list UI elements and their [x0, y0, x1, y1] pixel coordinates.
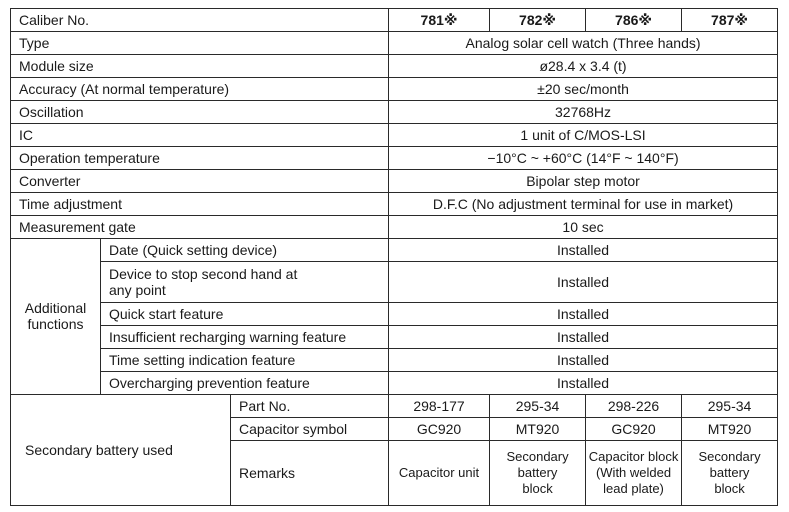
feature-label-line2: any point: [109, 282, 166, 299]
spec-row-type: [11, 31, 778, 54]
spec-row-accuracy: [11, 77, 778, 100]
spec-label: Operation temperature: [11, 146, 389, 169]
spec-row-converter: [11, 169, 778, 192]
secondary-battery-label: Secondary battery used: [11, 395, 231, 506]
remarks-line: Capacitor unit: [398, 465, 480, 481]
spec-value: Analog solar cell watch (Three hands): [389, 31, 778, 54]
remarks-782: [490, 441, 586, 506]
spec-row-ic: [11, 123, 778, 146]
spec-row-time-adjustment: [11, 192, 778, 215]
capacitor-symbol-786: GC920: [586, 418, 682, 441]
feature-value: Installed: [389, 261, 778, 303]
spec-label: IC: [11, 123, 389, 146]
caliber-787: 787※: [682, 9, 778, 32]
spec-label: Module size: [11, 54, 389, 77]
additional-row-second-hand-stop: [11, 261, 778, 303]
remarks-line: (With welded: [595, 465, 672, 481]
feature-label: Date (Quick setting device): [101, 238, 389, 261]
remarks-line: block: [714, 481, 745, 497]
spec-row-measurement-gate: [11, 215, 778, 238]
spec-label: Accuracy (At normal temperature): [11, 77, 389, 100]
caliber-786: 786※: [586, 9, 682, 32]
spec-value: 10 sec: [389, 215, 778, 238]
spec-value: ±20 sec/month: [389, 77, 778, 100]
spec-row-operation-temperature: [11, 146, 778, 169]
caliber-781: 781※: [389, 9, 490, 32]
spec-row-module-size: [11, 54, 778, 77]
feature-label: Insufficient recharging warning feature: [101, 326, 389, 349]
spec-value: −10°C ~ +60°C (14°F ~ 140°F): [389, 146, 778, 169]
battery-sub-label: Capacitor symbol: [231, 418, 389, 441]
battery-sub-label: Remarks: [231, 441, 389, 506]
part-no-786: 298-226: [586, 395, 682, 418]
part-no-782: 295-34: [490, 395, 586, 418]
caliber-header-row: [11, 9, 778, 32]
battery-sub-label: Part No.: [231, 395, 389, 418]
spec-label: Measurement gate: [11, 215, 389, 238]
spec-value: 32768Hz: [389, 100, 778, 123]
spec-label: Type: [11, 31, 389, 54]
spec-label: Oscillation: [11, 100, 389, 123]
feature-value: Installed: [389, 238, 778, 261]
remarks-line: battery: [709, 465, 750, 481]
feature-label: Time setting indication feature: [101, 349, 389, 372]
specification-table: [10, 8, 778, 506]
feature-value: Installed: [389, 326, 778, 349]
remarks-line: lead plate): [603, 481, 664, 497]
spec-value: Bipolar step motor: [389, 169, 778, 192]
capacitor-symbol-781: GC920: [389, 418, 490, 441]
feature-value: Installed: [389, 303, 778, 326]
spec-value: ø28.4 x 3.4 (t): [389, 54, 778, 77]
battery-row-part-no: [11, 395, 778, 418]
additional-row-time-setting-indication: [11, 349, 778, 372]
caliber-label: Caliber No.: [11, 9, 389, 32]
capacitor-symbol-782: MT920: [490, 418, 586, 441]
spec-label: Converter: [11, 169, 389, 192]
remarks-line: Secondary: [506, 449, 569, 465]
feature-label: [101, 261, 389, 303]
remarks-line: block: [522, 481, 553, 497]
part-no-781: 298-177: [389, 395, 490, 418]
spec-label: Time adjustment: [11, 192, 389, 215]
additional-row-date: [11, 238, 778, 261]
additional-label-line2: functions: [27, 316, 84, 333]
remarks-781: [389, 441, 490, 506]
spec-row-oscillation: [11, 100, 778, 123]
spec-value: 1 unit of C/MOS-LSI: [389, 123, 778, 146]
remarks-line: Secondary: [698, 449, 761, 465]
feature-label: Overcharging prevention feature: [101, 372, 389, 395]
remarks-line: battery: [517, 465, 558, 481]
spec-value: D.F.C (No adjustment terminal for use in market): [389, 192, 778, 215]
additional-row-recharging-warning: [11, 326, 778, 349]
capacitor-symbol-787: MT920: [682, 418, 778, 441]
remarks-786: [586, 441, 682, 506]
feature-value: Installed: [389, 349, 778, 372]
remarks-line: Capacitor block: [588, 449, 679, 465]
remarks-787: [682, 441, 778, 506]
feature-label-line1: Device to stop second hand at: [109, 266, 298, 283]
additional-functions-label: [11, 238, 101, 395]
additional-row-overcharging-prevention: [11, 372, 778, 395]
caliber-782: 782※: [490, 9, 586, 32]
feature-value: Installed: [389, 372, 778, 395]
additional-row-quick-start: [11, 303, 778, 326]
additional-label-line1: Additional: [24, 300, 87, 317]
feature-label: Quick start feature: [101, 303, 389, 326]
part-no-787: 295-34: [682, 395, 778, 418]
